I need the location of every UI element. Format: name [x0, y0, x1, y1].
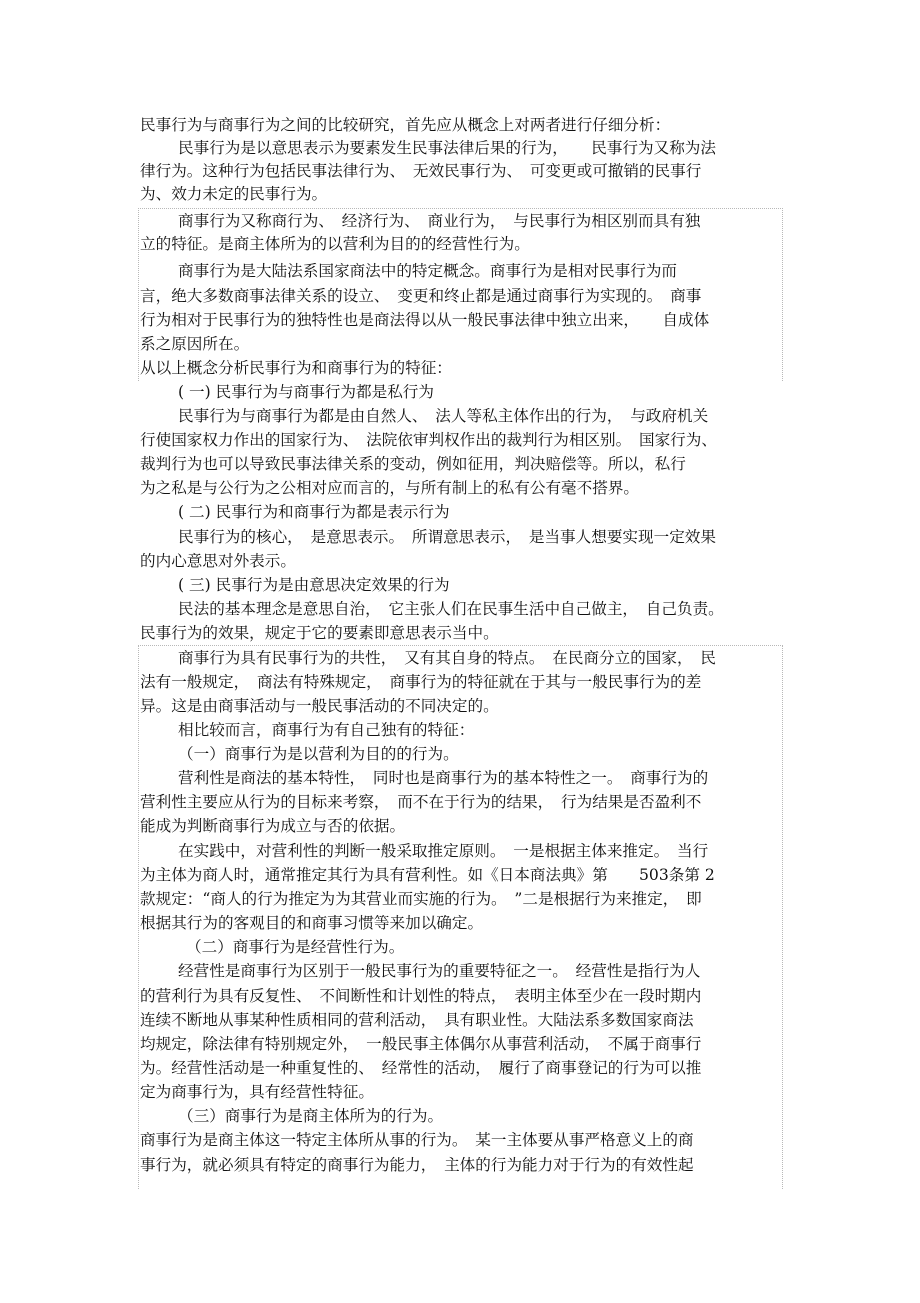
paragraph-line: 营利性是商法的基本特性， 同时也是商事行为的基本特性之一。 商事行为的: [178, 769, 709, 787]
paragraph-line: 异。这是由商事活动与一般民事活动的不同决定的。: [140, 697, 499, 715]
section-heading: ( 三) 民事行为是由意思决定效果的行为: [178, 576, 450, 594]
paragraph-line: 为主体为商人时，通常推定其行为具有营利性。如《日本商法典》第 503条第 2: [140, 866, 715, 884]
paragraph-line: 裁判行为也可以导致民事法律关系的变动，例如征用，判决赔偿等。所以，私行: [140, 455, 686, 473]
paragraph-line: 营利性主要应从行为的目标来考察， 而不在于行为的结果， 行为结果是否盈利不: [140, 793, 702, 811]
paragraph-line: 民事行为的核心， 是意思表示。 所谓意思表示， 是当事人想要实现一定效果: [178, 528, 716, 546]
section-heading: （二）商事行为是经营性行为。: [186, 938, 405, 956]
paragraph-line: 为之私是与公行为之公相对应而言的，与所有制上的私有公有毫不搭界。: [140, 479, 640, 497]
paragraph-line: 商事行为具有民事行为的共性， 又有其自身的特点。 在民商分立的国家， 民: [178, 649, 716, 667]
paragraph-line: 民事行为是以意思表示为要素发生民事法律后果的行为， 民事行为又称为法: [178, 139, 716, 157]
paragraph-line: 在实践中，对营利性的判断一般采取推定原则。 一是根据主体来推定。 当行: [178, 842, 709, 860]
paragraph-line: 系之原因所在。: [140, 335, 250, 353]
paragraph-line: 连续不断地从事某种性质相同的营利活动， 具有职业性。大陆法系多数国家商法: [140, 1011, 694, 1029]
paragraph-line: 法有一般规定， 商法有特殊规定， 商事行为的特征就在于其与一般民事行为的差: [140, 673, 702, 691]
paragraph-line: 商事行为是商主体这一特定主体所从事的行为。 某一主体要从事严格意义上的商: [140, 1131, 694, 1149]
paragraph-line: 款规定：“商人的行为推定为为其营业而实施的行为。 ”二是根据行为来推定， 即: [140, 890, 702, 908]
paragraph-line: 律行为。这种行为包括民事法律行为、 无效民事行为、 可变更或可撤销的民事行: [140, 162, 702, 180]
paragraph-line: 为。经营性活动是一种重复性的、 经常性的活动， 履行了商事登记的行为可以推: [140, 1059, 702, 1077]
paragraph-line: 定为商事行为，具有经营性特征。: [140, 1083, 374, 1101]
section-heading: （一）商事行为是以营利为目的的行为。: [178, 745, 459, 763]
paragraph-line: 均规定，除法律有特别规定外， 一般民事主体偶尔从事营利活动， 不属于商事行: [140, 1035, 702, 1053]
section-heading: ( 二) 民事行为和商事行为都是表示行为: [178, 503, 450, 521]
paragraph-line: 根据其行为的客观目的和商事习惯等来加以确定。: [140, 914, 484, 932]
paragraph-line: 民事行为的效果，规定于它的要素即意思表示当中。: [140, 624, 499, 642]
paragraph-line: 相比较而言，商事行为有自己独有的特征：: [178, 721, 475, 739]
paragraph-line: 民事行为与商事行为都是由自然人、 法人等私主体作出的行为， 与政府机关: [178, 407, 709, 425]
paragraph-line: 行为相对于民事行为的独特性也是商法得以从一般民事法律中独立出来， 自成体: [140, 311, 710, 329]
paragraph-line: 经营性是商事行为区别于一般民事行为的重要特征之一。 经营性是指行为人: [178, 962, 701, 980]
paragraph-line: 行使国家权力作出的国家行为、 法院依审判权作出的裁判行为相区别。 国家行为、: [140, 431, 717, 449]
paragraph-line: 立的特征。是商主体所为的以营利为目的的经营性行为。: [140, 235, 530, 253]
paragraph-line: 商事行为是大陆法系国家商法中的特定概念。商事行为是相对民事行为而: [178, 262, 678, 280]
paragraph-line: 民事行为与商事行为之间的比较研究，首先应从概念上对两者进行仔细分析：: [140, 116, 671, 134]
paragraph-line: 从以上概念分析民事行为和商事行为的特征：: [140, 359, 452, 377]
paragraph-line: 能成为判断商事行为成立与否的依据。: [140, 817, 406, 835]
section-heading: ( 一) 民事行为与商事行为都是私行为: [178, 383, 434, 401]
paragraph-line: 言，绝大多数商事法律关系的设立、 变更和终止都是通过商事行为实现的。 商事: [140, 287, 702, 305]
paragraph-line: 商事行为又称商行为、 经济行为、 商业行为， 与民事行为相区别而具有独: [178, 212, 701, 230]
paragraph-line: 民法的基本理念是意思自治， 它主张人们在民事生活中自己做主， 自己负责。: [178, 600, 724, 618]
paragraph-line: 的营利行为具有反复性、 不间断性和计划性的特点， 表明主体至少在一段时期内: [140, 987, 702, 1005]
paragraph-line: 事行为，就必须具有特定的商事行为能力， 主体的行为能力对于行为的有效性起: [140, 1156, 694, 1174]
section-heading: （三）商事行为是商主体所为的行为。: [178, 1107, 444, 1125]
paragraph-line: 的内心意思对外表示。: [140, 552, 296, 570]
paragraph-line: 为、效力未定的民事行为。: [140, 185, 328, 203]
